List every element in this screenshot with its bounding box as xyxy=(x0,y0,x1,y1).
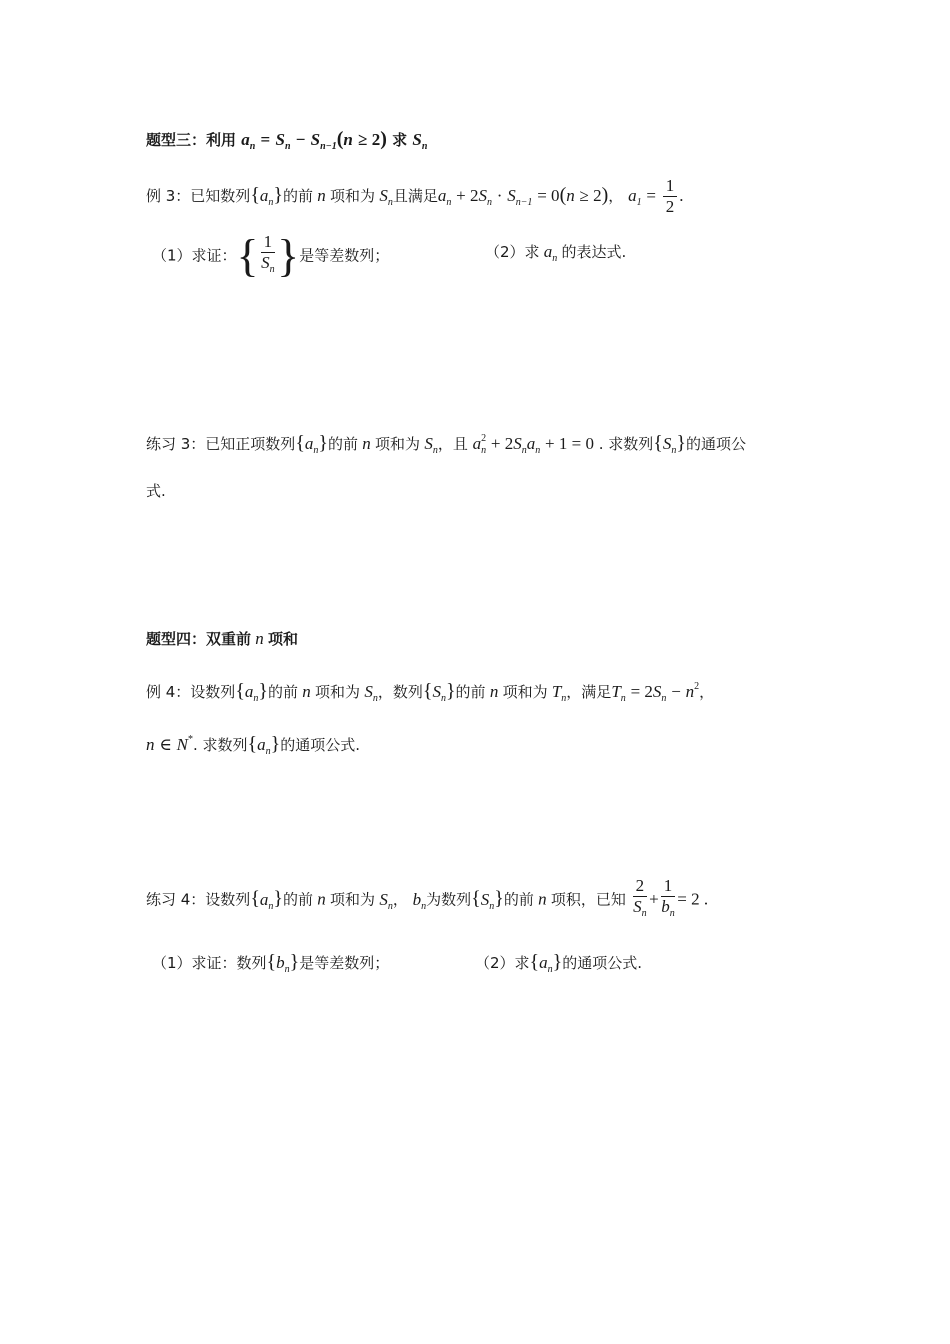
practice-3-continuation: 式. xyxy=(146,482,166,500)
example-3-statement: 例 3：已知数列$\{a_n\}$的前 n 项和为 $S_n$且满足$a_n + 2S_n \cdot S_{n-1} = 0(n \ge 2)$， $a_1$ = $\frac{1}{2}$ . xyxy=(146,176,684,216)
practice-4-question-2: （2）求$\{a_n\}$的通项公式. xyxy=(475,951,643,975)
example-4-statement: 例 4：设数列$\{a_n\}$的前 n 项和为 $S_n$，数列$\{S_n\}$的前 n 项和为 $T_n$，满足$T_n = 2S_n - n^2$， xyxy=(146,680,715,704)
section-3-title: 题型三：利用 $a_n = S_n - S_{n-1}(n \ge 2)$ 求 $S_n$ xyxy=(146,128,428,152)
example-3-question-2: （2）求 $a_n$ 的表达式. xyxy=(485,242,627,264)
section-4-title: 题型四：双重前 n 项和 xyxy=(146,629,299,648)
practice-3-statement: 练习 3：已知正项数列$\{a_n\}$的前 n 项和为 $S_n$，且 $a^2_n + 2S_na_n + 1 = 0$ . 求数列$\{S_n\}$的通项公 xyxy=(146,432,747,456)
example-4-continuation: n ∈ N*. 求数列$\{a_n\}$的通项公式. xyxy=(146,733,361,757)
practice-4-statement: 练习 4：设数列$\{a_n\}$的前 n 项和为 $S_n$， $b_n$为数列$\{S_n\}$的前 n 项积，已知 $\frac{2}{S_n}$ + $\frac{1}{b_n}$ = 2 . xyxy=(146,876,709,919)
example-3-question-1: （1）求证：{ $\frac{1}{S_n}$ }是等差数列； xyxy=(152,230,390,281)
practice-4-question-1: （1）求证：数列$\{b_n\}$是等差数列； xyxy=(152,951,390,975)
